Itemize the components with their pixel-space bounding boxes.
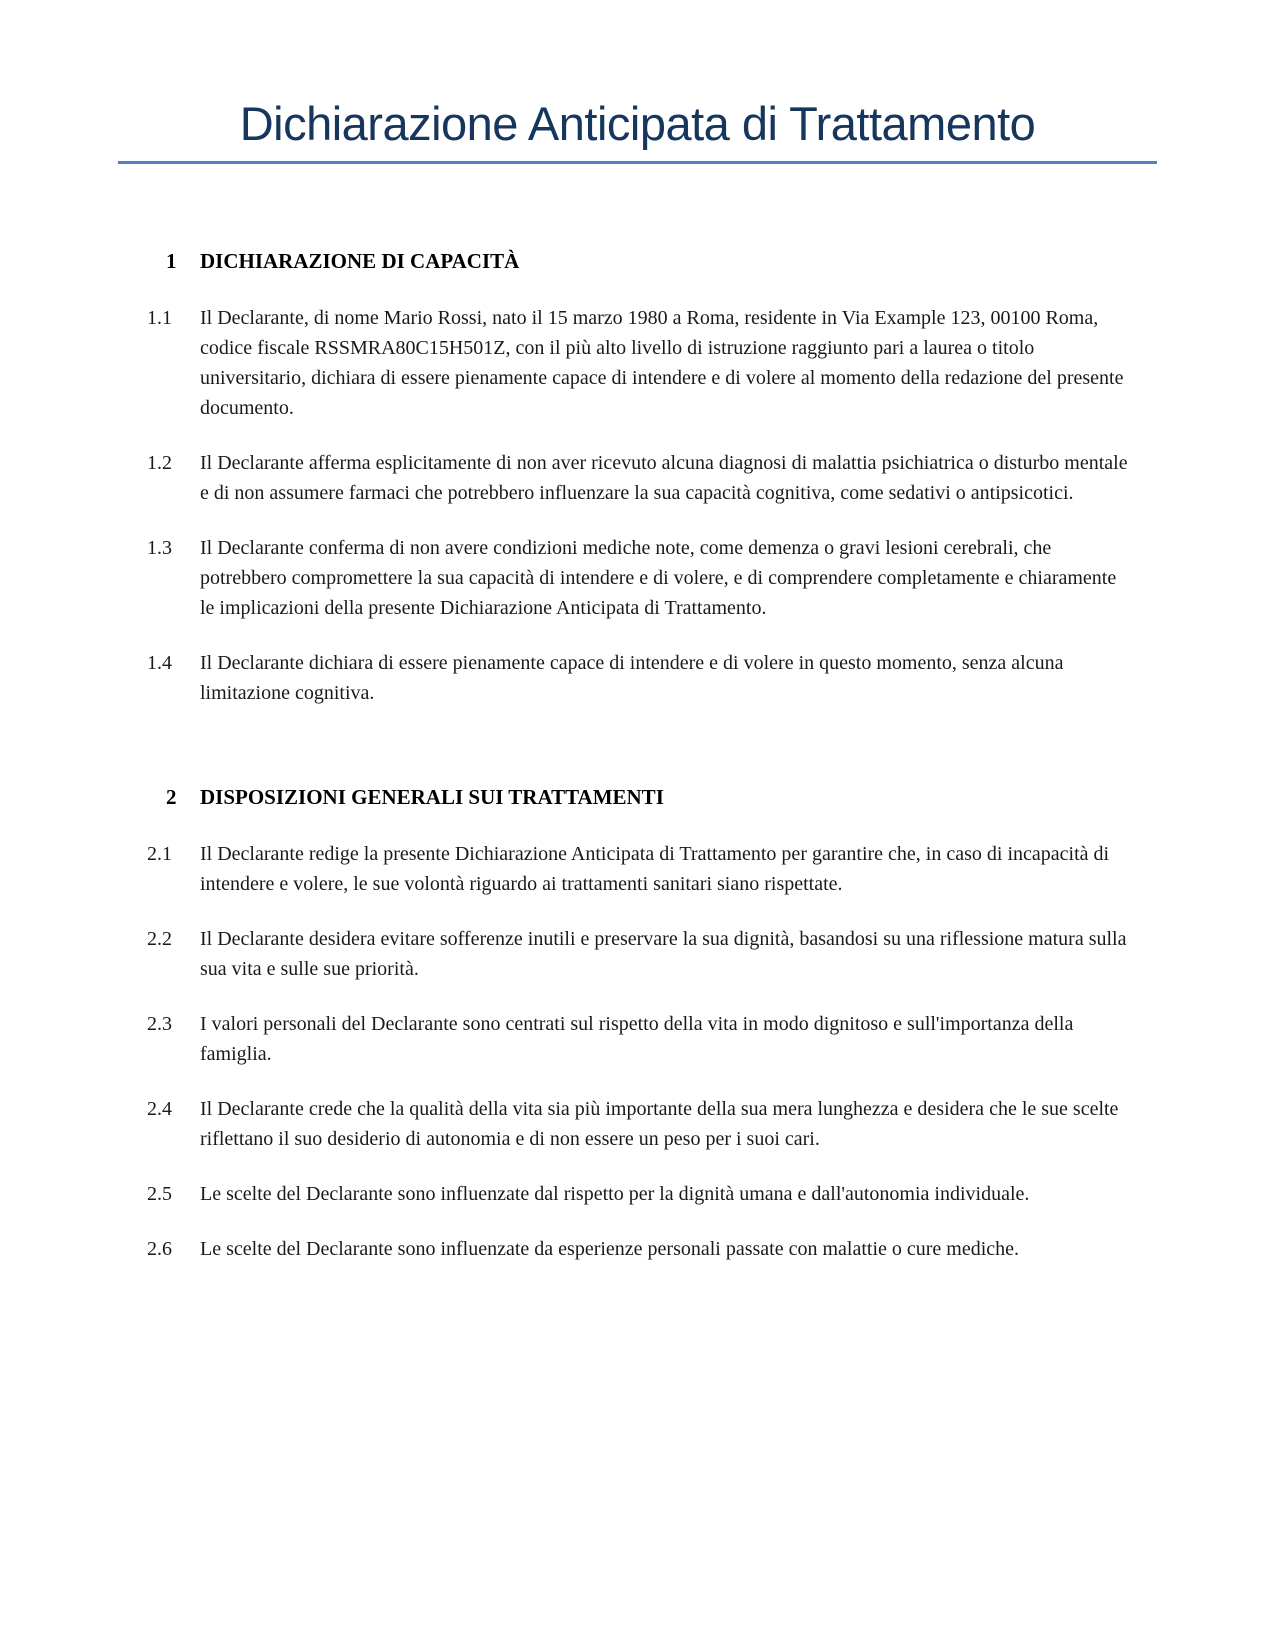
clause-1-1	[118, 303, 1157, 423]
section-title: DISPOSIZIONI GENERALI SUI TRATTAMENTI	[200, 785, 664, 809]
clause-text: Le scelte del Declarante sono influenzate da esperienze personali passate con malattie o cure mediche.	[200, 1238, 1020, 1260]
clause-number: 2.1	[147, 843, 172, 865]
clause-text: Il Declarante afferma esplicitamente di non aver ricevuto alcuna diagnosi di malattia psichiatrica o disturbo mentale e di non assumere farmaci che potrebbero influenzare la sua capacità cognitiva, come sedativi o antipsicotici.	[200, 452, 1128, 504]
clause-2-2	[118, 924, 1157, 984]
clause-text: Il Declarante conferma di non avere condizioni mediche note, come demenza o gravi lesioni cerebrali, che potrebbero compromettere la sua capacità di intendere e di volere, e di comprendere completamente e chiaramente le implicazioni della presente Dichiarazione Anticipata di Trattamento.	[200, 537, 1117, 619]
clause-text: Il Declarante desidera evitare sofferenze inutili e preservare la sua dignità, basandosi su una riflessione matura sulla sua vita e sulle sue priorità.	[200, 928, 1127, 980]
clause-2-3	[118, 1009, 1157, 1069]
clause-number: 1.4	[147, 652, 172, 674]
clause-text: I valori personali del Declarante sono centrati sul rispetto della vita in modo dignitoso e sull'importanza della famiglia.	[200, 1013, 1074, 1065]
clause-text: Il Declarante, di nome Mario Rossi, nato il 15 marzo 1980 a Roma, residente in Via Example 123, 00100 Roma, codice fiscale RSSMRA80C15H501Z, con il più alto livello di istruzione raggiunto pari a laurea o titolo universitario, dichiara di essere pienamente capace di intendere e di volere al momento della redazione del presente documento.	[200, 307, 1124, 419]
section-number: 1	[166, 249, 177, 273]
clause-text: Il Declarante crede che la qualità della vita sia più importante della sua mera lunghezza e desidera che le sue scelte riflettano il suo desiderio di autonomia e di non essere un peso per i suoi cari.	[200, 1098, 1119, 1150]
title-underline-rule	[118, 161, 1157, 164]
clause-text: Il Declarante redige la presente Dichiarazione Anticipata di Trattamento per garantire che, in caso di incapacità di intendere e volere, le sue volontà riguardo ai trattamenti sanitari siano rispettate.	[200, 843, 1110, 895]
section-heading-1	[118, 246, 1157, 276]
clause-number: 2.2	[147, 928, 172, 950]
clause-number: 2.5	[147, 1183, 172, 1205]
clause-2-6	[118, 1234, 1157, 1264]
clause-number: 1.1	[147, 307, 172, 329]
clause-1-2	[118, 448, 1157, 508]
clause-1-3	[118, 533, 1157, 623]
clause-number: 2.4	[147, 1098, 172, 1120]
clause-number: 2.3	[147, 1013, 172, 1035]
section-title: DICHIARAZIONE DI CAPACITÀ	[200, 249, 520, 273]
clause-2-1	[118, 839, 1157, 899]
clause-2-5	[118, 1179, 1157, 1209]
clause-text: Le scelte del Declarante sono influenzate dal rispetto per la dignità umana e dall'autonomia individuale.	[200, 1183, 1030, 1205]
section-number: 2	[166, 785, 177, 809]
clause-number: 1.2	[147, 452, 172, 474]
clause-text: Il Declarante dichiara di essere pienamente capace di intendere e di volere in questo momento, senza alcuna limitazione cognitiva.	[200, 652, 1064, 704]
clause-number: 1.3	[147, 537, 172, 559]
clause-1-4	[118, 648, 1157, 708]
document-title: Dichiarazione Anticipata di Trattamento	[239, 97, 1036, 150]
clause-2-4	[118, 1094, 1157, 1154]
clause-number: 2.6	[147, 1238, 172, 1260]
section-heading-2	[118, 782, 1157, 812]
